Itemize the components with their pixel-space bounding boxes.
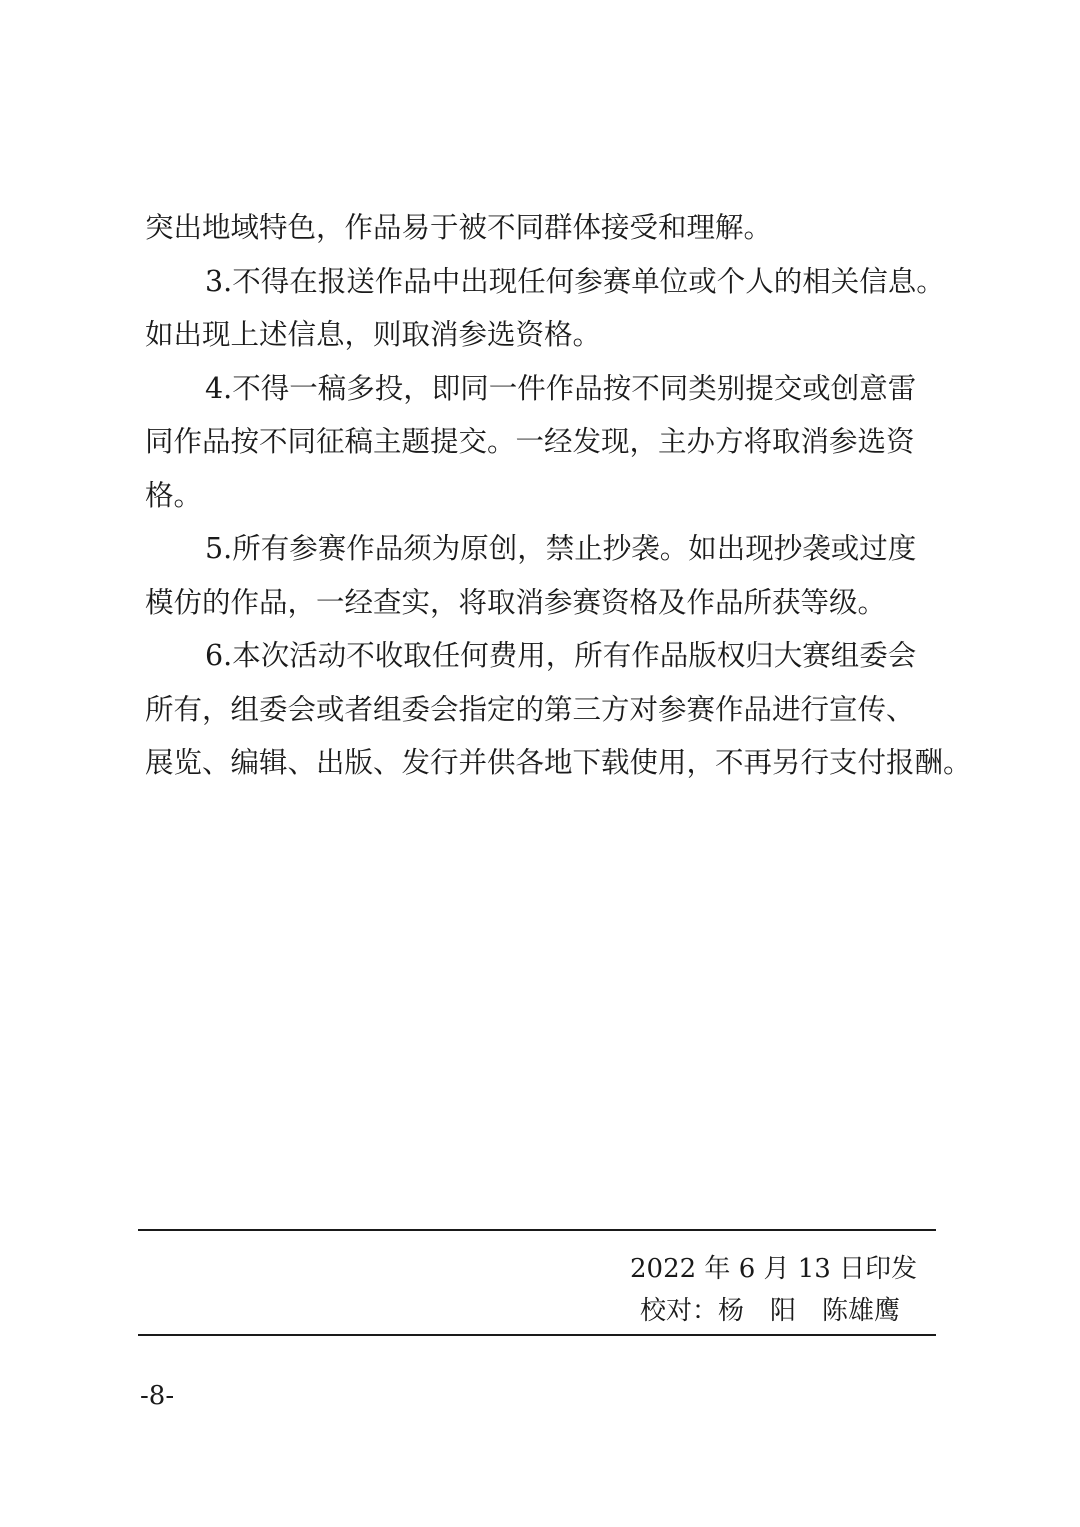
- print-date: 2022 年 6 月 13 日印发: [630, 1254, 918, 1284]
- body-line: 同作品按不同征稿主题提交。一经发现，主办方将取消参选资: [145, 425, 915, 458]
- body-line: 4.不得一稿多投，即同一件作品按不同类别提交或创意雷: [205, 371, 917, 405]
- body-line: 所有，组委会或者组委会指定的第三方对参赛作品进行宣传、: [145, 692, 915, 726]
- body-line: 如出现上述信息，则取消参选资格。: [145, 318, 602, 351]
- body-line: 5.所有参赛作品须为原创，禁止抄袭。如出现抄袭或过度: [205, 532, 917, 565]
- colophon-top-rule: [138, 1229, 936, 1231]
- body-line: 突出地域特色，作品易于被不同群体接受和理解。: [145, 211, 773, 244]
- colophon-bottom-rule: [138, 1334, 936, 1336]
- body-line: 6.本次活动不收取任何费用，所有作品版权归大赛组委会: [205, 639, 917, 672]
- proofreader-line: 校对：杨 阳 陈雄鹰: [639, 1296, 900, 1326]
- body-line: 展览、编辑、出版、发行并供各地下载使用，不再另行支付报酬。: [145, 746, 972, 779]
- body-line: 3.不得在报送作品中出现任何参赛单位或个人的相关信息。: [205, 264, 945, 298]
- body-text: [145, 201, 972, 790]
- body-line: 格。: [145, 478, 203, 512]
- body-line: 模仿的作品，一经查实，将取消参赛资格及作品所获等级。: [145, 585, 887, 619]
- page-number: -8-: [140, 1381, 175, 1411]
